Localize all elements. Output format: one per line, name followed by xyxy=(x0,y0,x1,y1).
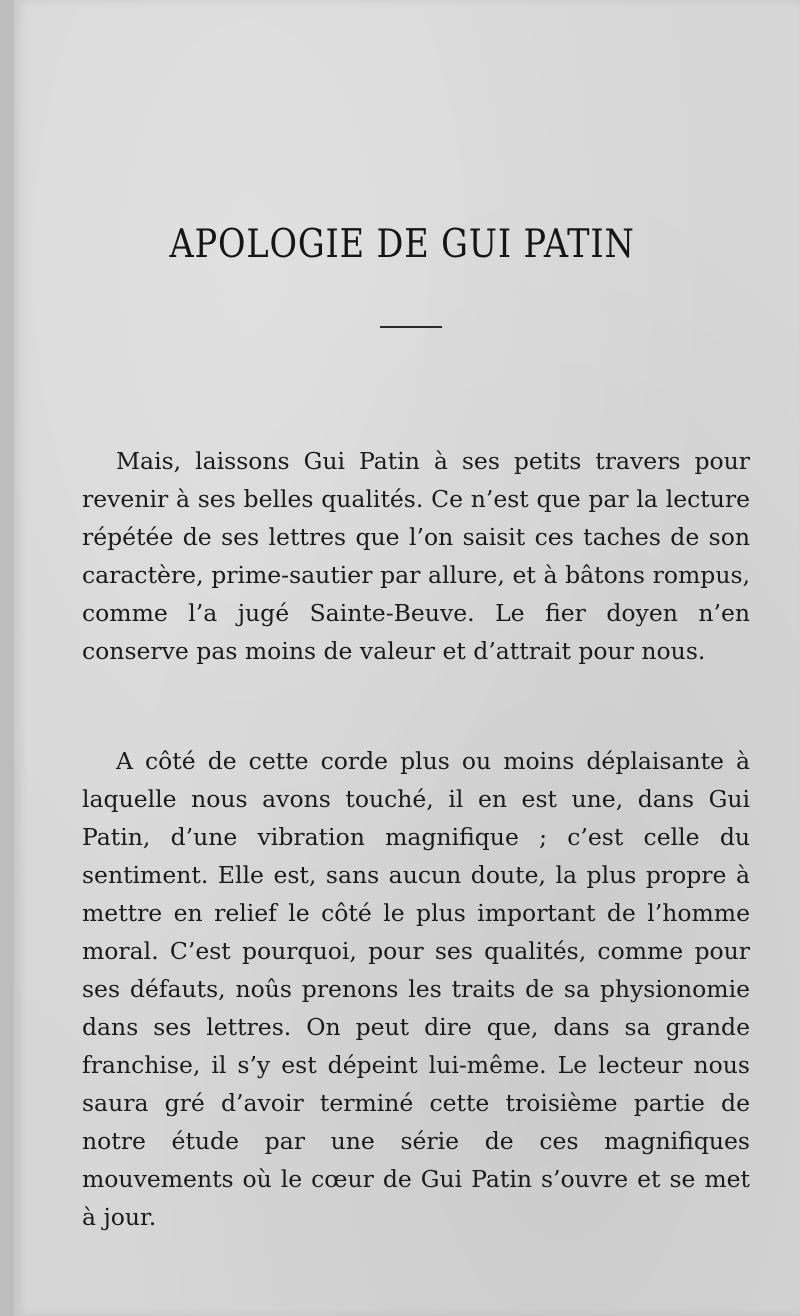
title-rule xyxy=(380,326,442,328)
chapter-title: APOLOGIE DE GUI PATIN xyxy=(169,222,635,267)
paragraph-1: Mais, laissons Gui Patin à ses petits travers pour revenir à ses belles qualités. Ce n’est que par la lecture répétée de ses lettres que l’on saisit ces taches de son caractère, prime-sautier par allure, et à bâtons rompus, comme l’a jugé Sainte-Beuve. Le fier doyen n’en conserve pas moins de valeur et d’attrait pour nous. xyxy=(82,447,750,665)
paragraph-2: A côté de cette corde plus ou moins déplaisante à laquelle nous avons touché, il en est une, dans Gui Patin, d’une vibration magnifique ; c’est celle du sentiment. Elle est, sans aucun doute, la plus propre à mettre en relief le côté le plus important de l’homme moral. C’est pourquoi, pour ses qualités, comme pour ses défauts, noûs prenons les traits de sa physionomie dans ses lettres. On peut dire que, dans sa grande franchise, il s’y est dépeint lui-même. Le lecteur nous saura gré d’avoir terminé cette troisième partie de notre étude par une série de ces magnifiques mouvements où le cœur de Gui Patin s’ouvre et se met à jour. xyxy=(82,747,750,1231)
page-edge xyxy=(0,0,14,1316)
